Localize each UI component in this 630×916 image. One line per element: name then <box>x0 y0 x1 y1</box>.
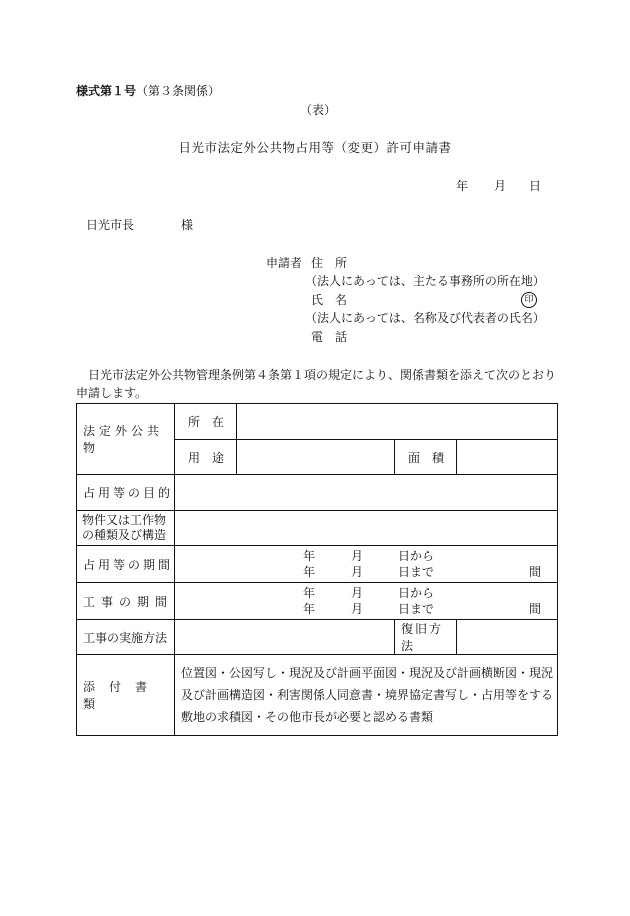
attachments-line: 位置図・公図写し・現況及び計画平面図・現況及び計画横断図・現況 <box>181 666 554 680</box>
construction-method-field[interactable] <box>175 620 395 655</box>
occupancy-period-field[interactable] <box>175 546 558 583</box>
purpose-label: 占用等の目的 <box>77 475 175 511</box>
addressee-name: 日光市長 <box>86 218 135 232</box>
form-number: 様式第１号 <box>76 84 137 98</box>
construction-to-month: 月 <box>351 602 364 616</box>
side-label: （表） <box>300 103 337 117</box>
occupancy-duration: 間 <box>529 565 542 579</box>
object-type-label-line1: 物件又は工作物 <box>82 513 167 527</box>
occupancy-to-month: 月 <box>351 565 364 579</box>
construction-from-day: 日から <box>398 586 435 600</box>
attachments-list <box>175 655 558 736</box>
public-property-label: 法定外公共物 <box>77 404 175 475</box>
body-text: 日光市法定外公共物管理条例第４条第１項の規定により、関係書類を添えて次のとおり申請します。 <box>76 368 557 400</box>
construction-to-year: 年 <box>303 602 316 616</box>
construction-to-day: 日まで <box>398 602 435 616</box>
construction-from-year: 年 <box>303 586 316 600</box>
construction-period-row <box>77 583 558 620</box>
attachments-line: 及び計画構造図・利害関係人同意書・境界協定書写し・占用等をする <box>181 688 554 702</box>
area-label: 面 積 <box>395 440 457 475</box>
application-table <box>76 403 558 736</box>
object-type-field[interactable] <box>175 511 558 546</box>
occupancy-from-year: 年 <box>303 549 316 563</box>
attachments-label: 添付書類 <box>77 655 175 736</box>
name-label: 氏 名 <box>311 293 348 307</box>
restoration-method-field[interactable] <box>457 620 558 655</box>
object-type-label <box>77 511 175 546</box>
occupancy-period-row <box>77 546 558 583</box>
construction-period-field[interactable] <box>175 583 558 620</box>
occupancy-to-year: 年 <box>303 565 316 579</box>
location-label: 所 在 <box>175 404 237 440</box>
addressee-honorific: 様 <box>181 218 194 232</box>
purpose-field[interactable] <box>175 475 558 511</box>
use-label: 用 途 <box>175 440 237 475</box>
method-row <box>77 620 558 655</box>
date-day: 日 <box>529 179 542 193</box>
occupancy-from-day: 日から <box>398 549 435 563</box>
area-field[interactable] <box>457 440 558 475</box>
construction-method-label: 工事の実施方法 <box>77 620 175 655</box>
construction-duration: 間 <box>529 602 542 616</box>
purpose-row <box>77 475 558 511</box>
phone-label: 電 話 <box>311 330 348 344</box>
attachments-line: 敷地の求積図・その他市長が必要と認める書類 <box>181 710 434 724</box>
object-type-label-line2: の種類及び構造 <box>82 528 167 542</box>
location-row <box>77 404 558 440</box>
restoration-method-label: 復旧方法 <box>395 620 457 655</box>
object-type-row <box>77 511 558 546</box>
address-label: 住 所 <box>311 256 348 270</box>
occupancy-from-month: 月 <box>351 549 364 563</box>
occupancy-to-day: 日まで <box>398 565 435 579</box>
date-month: 月 <box>494 179 507 193</box>
related-article: （第３条関係） <box>136 84 221 98</box>
construction-period-label: 工事の期間 <box>77 583 175 620</box>
use-field[interactable] <box>237 440 395 475</box>
date-year: 年 <box>456 179 469 193</box>
document-title: 日光市法定外公共物占用等（変更）許可申請書 <box>178 140 452 155</box>
attachments-row <box>77 655 558 736</box>
construction-from-month: 月 <box>351 586 364 600</box>
name-note: （法人にあっては、名称及び代表者の氏名） <box>305 311 545 325</box>
occupancy-period-label: 占用等の期間 <box>77 546 175 583</box>
address-note: （法人にあっては、主たる事務所の所在地） <box>305 274 545 288</box>
seal-mark: 印 <box>521 292 537 308</box>
applicant-label: 申請者 <box>266 256 303 270</box>
location-field[interactable] <box>237 404 558 440</box>
form-number-line <box>76 85 220 97</box>
